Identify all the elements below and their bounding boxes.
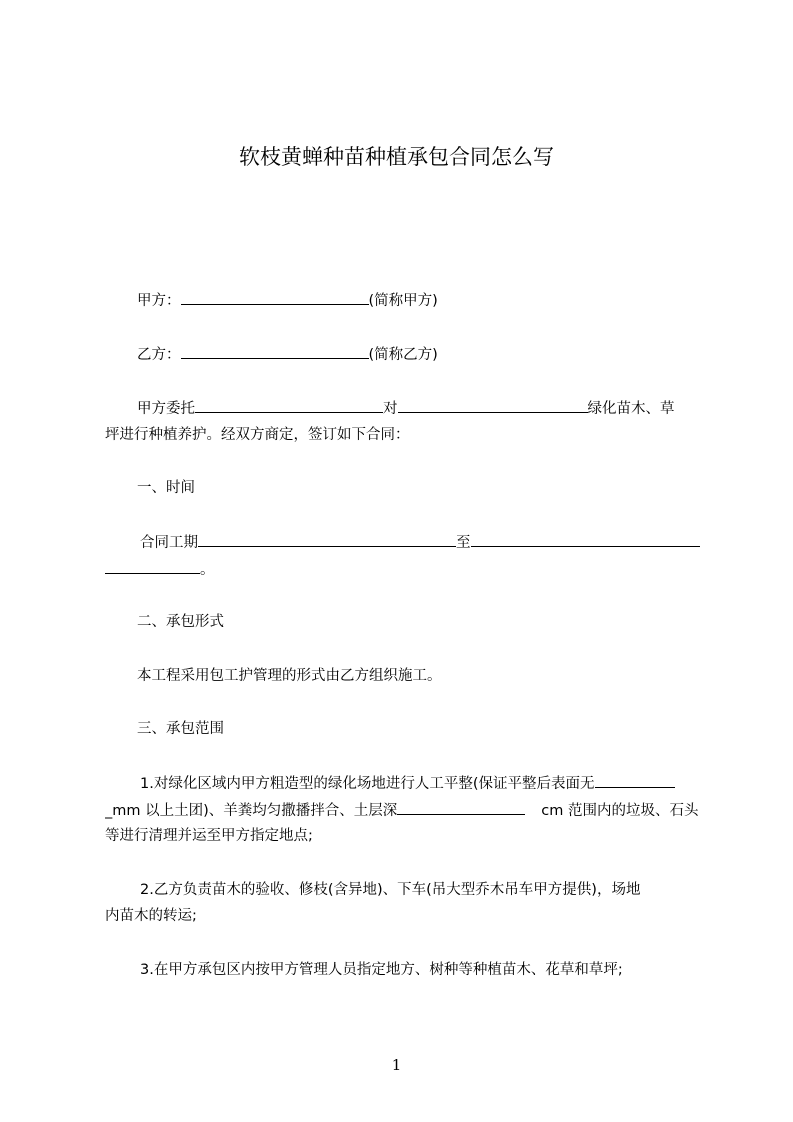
section-1-text-1: 合同工期 bbox=[140, 535, 198, 551]
section-2-body: 本工程采用包工护管理的形式由乙方组织施工。 bbox=[137, 668, 442, 684]
section-1-text-2: 至 bbox=[456, 535, 471, 551]
item-2-line-2: 内苗木的转运; bbox=[105, 908, 197, 924]
intro-text-3: 绿化苗木、草 bbox=[587, 401, 675, 417]
section-2-heading: 二、承包形式 bbox=[137, 614, 224, 630]
item-1-line-1 bbox=[140, 773, 700, 794]
item-2-line-1: 2.乙方负责苗木的验收、修枝(含异地)、下车(吊大型乔木吊车甲方提供)，场地 bbox=[140, 882, 641, 898]
party-b-line bbox=[137, 344, 438, 365]
intro-blank-2 bbox=[398, 398, 588, 413]
item-1-line-3: 等进行清理并运至甲方指定地点; bbox=[105, 828, 313, 844]
document-title: 软枝黄蝉种苗种植承包合同怎么写 bbox=[239, 145, 554, 169]
item-3-line-1: 3.在甲方承包区内按甲方管理人员指定地方、树种等种植苗木、花草和草坪; bbox=[140, 962, 623, 978]
section-1-line-2 bbox=[105, 559, 215, 580]
party-a-line bbox=[137, 290, 438, 311]
section-3-heading: 三、承包范围 bbox=[137, 721, 224, 737]
item-1-blank-2 bbox=[397, 800, 525, 815]
party-a-suffix: (简称甲方) bbox=[368, 293, 438, 309]
section-1-heading: 一、时间 bbox=[137, 480, 195, 496]
page-number: 1 bbox=[391, 1056, 402, 1074]
section-1-end: 。 bbox=[200, 562, 215, 578]
item-1-blank-1 bbox=[595, 773, 675, 788]
party-a-label: 甲方： bbox=[137, 293, 181, 309]
item-1-text-1: 1.对绿化区域内甲方粗造型的绿化场地进行人工平整(保证平整后表面无 bbox=[140, 776, 595, 792]
intro-text-2: 对 bbox=[383, 401, 398, 417]
contract-end-blank bbox=[471, 532, 701, 547]
item-1-line-2 bbox=[105, 800, 700, 821]
intro-blank-1 bbox=[195, 398, 383, 413]
party-b-label: 乙方： bbox=[137, 347, 181, 363]
item-1-text-2a: _mm 以上土团)、羊粪均匀撒播拌合、土层深 bbox=[105, 803, 398, 819]
item-1-text-2b: cm 范围内的垃圾、石头 bbox=[541, 803, 699, 819]
party-a-blank bbox=[181, 290, 369, 305]
party-b-blank bbox=[181, 344, 369, 359]
intro-line-2: 坪进行种植养护。经双方商定，签订如下合同： bbox=[105, 427, 410, 443]
contract-end-blank-cont bbox=[105, 559, 200, 574]
intro-line-1 bbox=[137, 398, 700, 419]
section-1-line-1 bbox=[140, 532, 700, 553]
party-b-suffix: (简称乙方) bbox=[368, 347, 438, 363]
contract-start-blank bbox=[198, 532, 456, 547]
intro-text-1: 甲方委托 bbox=[137, 401, 195, 417]
